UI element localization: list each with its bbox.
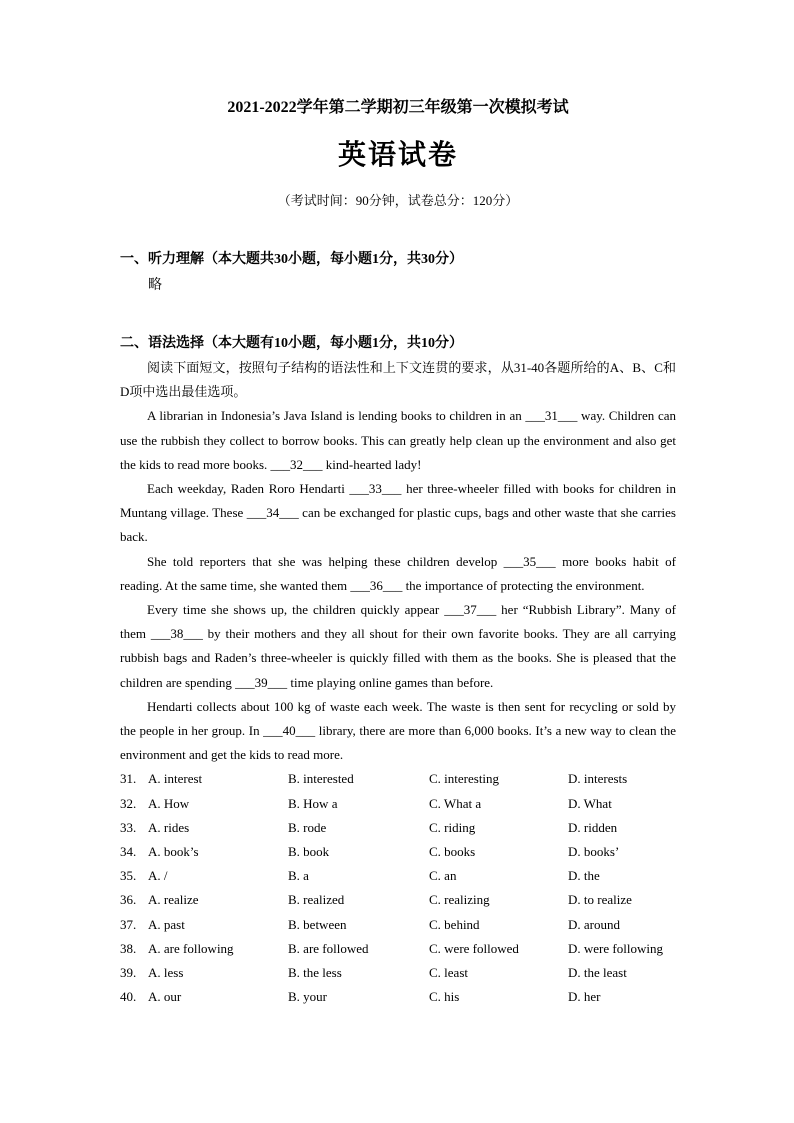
option-d: D. her xyxy=(568,989,601,1005)
option-a: A. How xyxy=(148,795,190,811)
option-c: C. riding xyxy=(429,819,476,835)
question-number: 40. xyxy=(120,989,137,1005)
option-a: A. are following xyxy=(148,940,234,956)
section1-note: 略 xyxy=(148,278,162,293)
option-d: D. the xyxy=(568,868,600,884)
option-b: B. realized xyxy=(288,892,345,908)
option-a: A. less xyxy=(148,964,184,980)
option-b: B. rode xyxy=(288,819,327,835)
exam-page xyxy=(120,96,676,1009)
option-c: C. least xyxy=(429,964,468,980)
question-number: 34. xyxy=(120,844,137,860)
question-number: 33. xyxy=(120,819,137,835)
option-b: B. book xyxy=(288,844,330,860)
option-row xyxy=(120,792,676,816)
option-a: A. our xyxy=(148,989,182,1005)
option-d: D. What xyxy=(568,795,612,811)
option-row xyxy=(120,961,676,985)
option-a: A. realize xyxy=(148,892,199,908)
option-d: D. to realize xyxy=(568,892,632,908)
option-row xyxy=(120,840,676,864)
section2-heading: 二、语法选择（本大题有10小题，每小题1分，共10分） xyxy=(120,336,463,351)
option-row xyxy=(120,888,676,912)
option-a: A. past xyxy=(148,916,185,932)
options-table xyxy=(120,767,676,1009)
exam-title: 2021-2022学年第二学期初三年级第一次模拟考试 xyxy=(227,99,569,116)
passage-paragraph: Each weekday, Raden Roro Hendarti ___33___ her three-wheeler filled with books for children in Muntang village. These ___34___ can be exchanged for plastic cups, bags and other waste that she carries back. xyxy=(120,481,676,545)
option-d: D. interests xyxy=(568,771,628,787)
question-number: 36. xyxy=(120,892,137,908)
question-number: 39. xyxy=(120,964,137,980)
option-c: C. behind xyxy=(429,916,480,932)
passage-paragraph: Hendarti collects about 100 kg of waste each week. The waste is then sent for recycling or sold by the people in her group. In ___40___ library, there are more than 6,000 books. It’s a new way to clean the environment and get the kids to read more. xyxy=(120,698,676,763)
question-number: 35. xyxy=(120,868,137,884)
option-row xyxy=(120,816,676,840)
option-b: B. between xyxy=(288,916,347,932)
option-d: D. around xyxy=(568,916,620,932)
option-b: B. a xyxy=(288,868,309,884)
option-b: B. How a xyxy=(288,795,338,811)
option-row xyxy=(120,767,676,791)
option-b: B. are followed xyxy=(288,940,369,956)
option-c: C. his xyxy=(429,989,460,1005)
option-c: C. interesting xyxy=(429,771,500,787)
passage-paragraph: Every time she shows up, the children quickly appear ___37___ her “Rubbish Library”. Many of them ___38___ by their mothers and they all shout for their own favorite books. They are all carrying rubbish bags and Raden’s three-wheeler is quickly filled with them as the books. She is pleased that the children are spending ___39___ time playing online games than before. xyxy=(120,602,676,690)
option-b: B. interested xyxy=(288,771,354,787)
option-row xyxy=(120,913,676,937)
question-number: 37. xyxy=(120,916,137,932)
option-row xyxy=(120,864,676,888)
option-b: B. the less xyxy=(288,964,342,980)
option-row xyxy=(120,985,676,1009)
option-c: C. realizing xyxy=(429,892,490,908)
question-number: 31. xyxy=(120,771,137,787)
passage-paragraph: She told reporters that she was helping these children develop ___35___ more books habit of reading. At the same time, she wanted them ___36___ the importance of protecting the environment. xyxy=(120,553,676,593)
option-d: D. books’ xyxy=(568,844,620,860)
question-number: 32. xyxy=(120,795,137,811)
option-a: A. interest xyxy=(148,771,203,787)
passage-paragraph: A librarian in Indonesia’s Java Island is lending books to children in an ___31___ way. Children can use the rubbish they collect to borrow books. This can greatly help clean up the environment and also get the kids to read more books. ___32___ kind-hearted lady! xyxy=(120,408,676,472)
subject-title: 英语试卷 xyxy=(337,140,458,171)
option-row xyxy=(120,937,676,961)
question-number: 38. xyxy=(120,940,137,956)
option-d: D. ridden xyxy=(568,819,618,835)
option-c: C. books xyxy=(429,844,476,860)
section1-heading: 一、听力理解（本大题共30小题，每小题1分，共30分） xyxy=(120,252,463,267)
option-a: A. book’s xyxy=(148,844,199,860)
option-a: A. / xyxy=(148,868,168,884)
option-c: C. an xyxy=(429,868,457,884)
option-d: D. the least xyxy=(568,964,627,980)
option-d: D. were following xyxy=(568,940,663,956)
option-c: C. What a xyxy=(429,795,482,811)
section2-instruction: 阅读下面短文，按照句子结构的语法性和上下文连贯的要求，从31-40各题所给的A、B、C和D项中选出最佳选项。 xyxy=(120,360,676,400)
exam-info: （考试时间：90分钟，试卷总分：120分） xyxy=(277,193,519,208)
option-b: B. your xyxy=(288,989,327,1005)
option-c: C. were followed xyxy=(429,940,519,956)
option-a: A. rides xyxy=(148,819,190,835)
